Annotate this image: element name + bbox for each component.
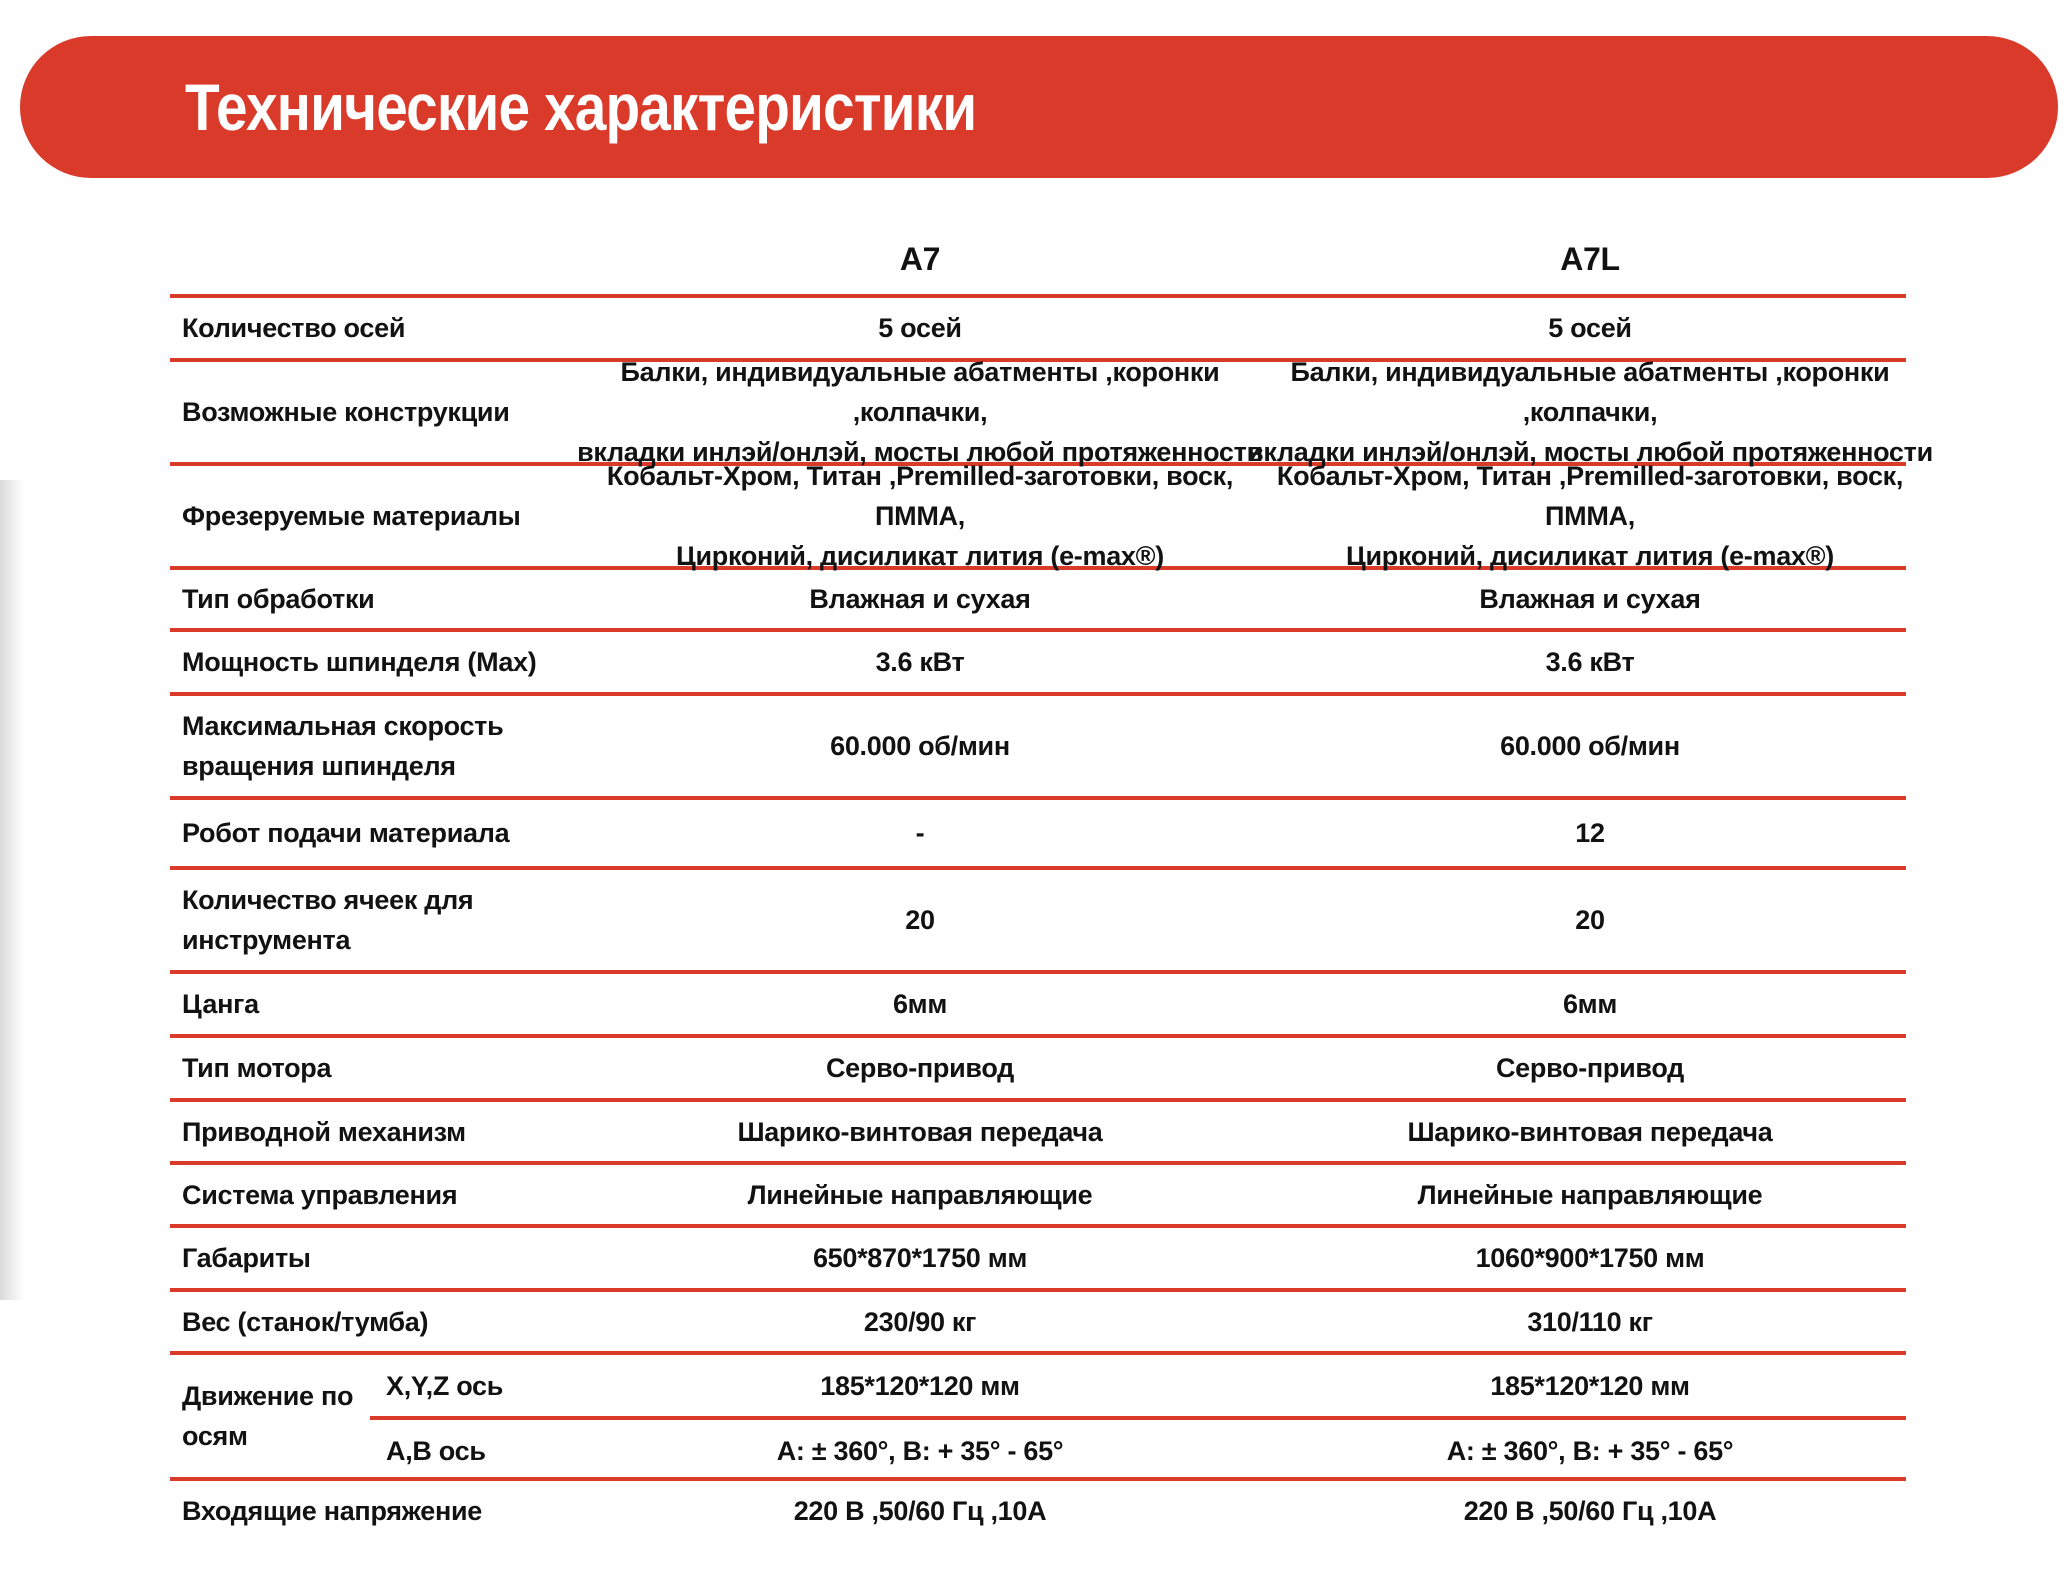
row-value-a7: 185*120*120 мм (820, 1370, 1020, 1401)
subrow-label: X,Y,Z ось (386, 1370, 504, 1401)
row-label: Вес (станок/тумба) (182, 1306, 429, 1337)
row-value-a7: Линейные направляющие (747, 1179, 1093, 1210)
table-row (170, 570, 1906, 632)
row-label: Движение по осям (182, 1381, 354, 1451)
row-value-a7l: 1060*900*1750 мм (1475, 1243, 1705, 1273)
row-value-a7: 5 осей (878, 313, 962, 343)
table-row (170, 696, 1906, 800)
row-value-a7l: Кобальт-Хром, Титан ,Premilled-заготовки, воск, ПММА, Цирконий, дисиликат лития (e-max®) (1276, 461, 1904, 571)
row-value-a7l: 12 (1575, 818, 1605, 848)
row-value-a7l: Серво-привод (1495, 1053, 1685, 1083)
row-value-a7: 60.000 об/мин (830, 731, 1010, 761)
row-value-a7l: Шарико-винтовая передача (1407, 1116, 1773, 1147)
row-label: Тип обработки (182, 584, 375, 614)
row-label: Мощность шпинделя (Max) (182, 647, 537, 677)
row-value-a7l: 3.6 кВт (1545, 647, 1635, 677)
table-row (170, 870, 1906, 974)
row-value-a7: 3.6 кВт (875, 647, 965, 677)
row-value-a7: Кобальт-Хром, Титан ,Premilled-заготовки, воск, ПММА, Цирконий, дисиликат лития (e-max®) (606, 461, 1234, 571)
column-header-a7: A7 (899, 241, 941, 277)
table-row (170, 1165, 1906, 1228)
table-row (170, 1102, 1906, 1165)
table-subrow-ab (170, 1420, 1906, 1481)
table-row (170, 800, 1906, 870)
row-label: Количество ячеек для инструмента (182, 885, 474, 955)
row-value-a7l: Влажная и сухая (1479, 584, 1701, 614)
table-row (170, 974, 1906, 1038)
row-label: Фрезеруемые материалы (182, 501, 521, 531)
row-value-a7l: 220 В ,50/60 Гц ,10А (1463, 1496, 1717, 1526)
row-value-a7: Серво-привод (825, 1053, 1015, 1083)
row-value-a7l: 310/110 кг (1527, 1306, 1653, 1337)
page-title: Технические характеристики (185, 70, 977, 144)
row-value-a7: 220 В ,50/60 Гц ,10А (793, 1496, 1047, 1526)
subrow-label: A,B ось (386, 1435, 486, 1466)
row-label: Робот подачи материала (182, 818, 510, 848)
row-value-a7: Шарико-винтовая передача (737, 1116, 1103, 1147)
row-value-a7: A: ± 360°, B: + 35° - 65° (776, 1435, 1064, 1466)
row-value-a7l: 60.000 об/мин (1500, 731, 1680, 761)
row-value-a7l: 5 осей (1548, 313, 1632, 343)
table-row (170, 1292, 1906, 1355)
table-row (170, 461, 1906, 571)
row-value-a7l: Балки, индивидуальные абатменты ,коронки ,колпачки, вкладки инлэй/онлэй, мосты любой протяженности (1247, 357, 1933, 467)
row-value-a7l: A: ± 360°, B: + 35° - 65° (1446, 1435, 1734, 1466)
page-edge-shadow (0, 480, 24, 1300)
row-value-a7l: 185*120*120 мм (1490, 1370, 1690, 1401)
table-header-row (170, 224, 1906, 298)
row-label: Цанга (182, 989, 259, 1019)
row-value-a7: - (915, 818, 925, 848)
row-label: Возможные конструкции (182, 397, 510, 427)
row-label: Приводной механизм (182, 1116, 466, 1147)
table-row (170, 632, 1906, 696)
row-value-a7: 6мм (892, 989, 948, 1019)
specs-table (170, 224, 1933, 1541)
row-value-a7l: 20 (1575, 905, 1605, 935)
row-value-a7: Влажная и сухая (809, 584, 1031, 614)
row-label: Максимальная скорость вращения шпинделя (182, 711, 504, 781)
row-value-a7l: Линейные направляющие (1417, 1179, 1763, 1210)
row-label: Габариты (182, 1243, 311, 1273)
row-value-a7: 230/90 кг (863, 1306, 977, 1337)
row-label: Входящие напряжение (182, 1496, 482, 1526)
table-row (170, 357, 1933, 467)
row-label: Система управления (182, 1179, 458, 1210)
title-banner (20, 36, 2058, 178)
table-row (170, 1038, 1906, 1102)
table-row (170, 1481, 1906, 1541)
row-value-a7: Балки, индивидуальные абатменты ,коронки ,колпачки, вкладки инлэй/онлэй, мосты любой протяженности (577, 357, 1263, 467)
table-subrow-xyz (170, 1355, 1906, 1416)
table-row (170, 1228, 1906, 1292)
column-header-a7l: A7L (1560, 241, 1620, 277)
row-value-a7l: 6мм (1562, 989, 1618, 1019)
table-row-motion-group (170, 1355, 1906, 1481)
row-value-a7: 20 (905, 905, 935, 935)
row-value-a7: 650*870*1750 мм (812, 1243, 1028, 1273)
row-label: Количество осей (182, 313, 406, 343)
row-label: Тип мотора (182, 1053, 332, 1083)
